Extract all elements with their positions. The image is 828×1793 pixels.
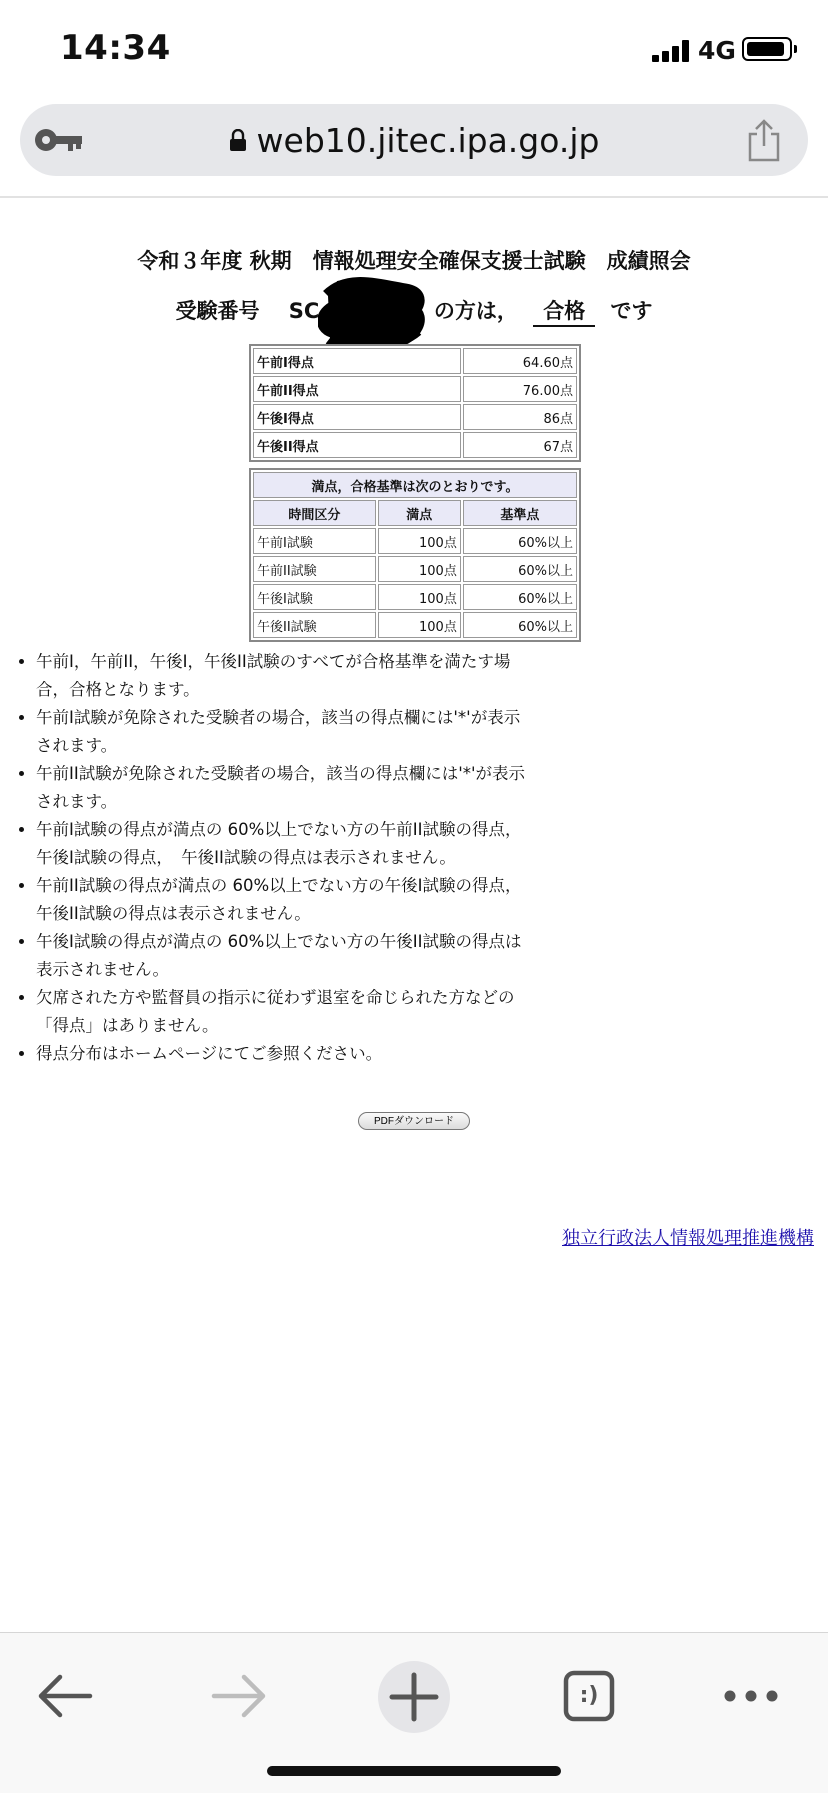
scores-table xyxy=(249,344,581,462)
score-value: 64.60点 xyxy=(463,348,577,374)
exam-number-label: 受験番号 xyxy=(175,299,260,323)
section-cell: 午後I試験 xyxy=(253,584,376,610)
back-arrow-icon[interactable] xyxy=(30,1661,100,1731)
table-row xyxy=(253,584,577,610)
column-header: 時間区分 xyxy=(253,500,376,526)
more-menu-icon[interactable] xyxy=(716,1661,786,1731)
header-divider xyxy=(0,196,828,198)
max-cell: 100点 xyxy=(378,612,461,638)
section-cell: 午前I試験 xyxy=(253,528,376,554)
pass-cell: 60%以上 xyxy=(463,584,577,610)
table-row xyxy=(253,432,577,458)
score-label: 午後II得点 xyxy=(253,432,461,458)
pass-cell: 60%以上 xyxy=(463,612,577,638)
tabs-glyph: :) xyxy=(579,1683,599,1708)
list-item: • 午前I試験の得点が満点の 60%以上でない方の午前II試験の得点，午後I試験の得点， 午後II試験の得点は表示されません。 xyxy=(36,816,526,872)
list-item: • 午後I試験の得点が満点の 60%以上でない方の午後II試験の得点は表示されません。 xyxy=(36,928,526,984)
section-cell: 午後II試験 xyxy=(253,612,376,638)
max-cell: 100点 xyxy=(378,528,461,554)
redaction-scribble xyxy=(318,276,428,352)
score-value: 86点 xyxy=(463,404,577,430)
forward-arrow-icon[interactable] xyxy=(204,1661,274,1731)
page-title: 令和３年度 秋期 情報処理安全確保支援士試験 成績照会 xyxy=(137,249,691,273)
table-row xyxy=(253,528,577,554)
pdf-download-button[interactable]: PDFダウンロード xyxy=(358,1112,470,1130)
share-icon[interactable] xyxy=(746,118,782,162)
score-label: 午前II得点 xyxy=(253,376,461,402)
new-tab-button[interactable] xyxy=(378,1661,450,1733)
signal-strength-icon xyxy=(652,40,690,62)
lock-icon xyxy=(229,129,247,151)
url-display[interactable] xyxy=(20,104,808,176)
table-header-row xyxy=(253,500,577,526)
network-type: 4G xyxy=(698,36,736,65)
table-caption-row xyxy=(253,472,577,498)
section-cell: 午前II試験 xyxy=(253,556,376,582)
battery-icon xyxy=(742,37,792,61)
result-end: です xyxy=(610,299,653,323)
list-item: • 午前II試験の得点が満点の 60%以上でない方の午後I試験の得点，午後II試験の得点は表示されません。 xyxy=(36,872,526,928)
criteria-caption: 満点，合格基準は次のとおりです。 xyxy=(253,472,577,498)
score-label: 午後I得点 xyxy=(253,404,461,430)
home-indicator xyxy=(267,1766,561,1776)
battery-cap xyxy=(794,45,797,53)
list-item: • 午前II試験が免除された受験者の場合，該当の得点欄には'*'が表示されます。 xyxy=(36,760,526,816)
list-item: • 午前I試験が免除された受験者の場合，該当の得点欄には'*'が表示されます。 xyxy=(36,704,526,760)
pass-status: 合格 xyxy=(533,295,595,327)
criteria-table xyxy=(249,468,581,642)
table-row xyxy=(253,376,577,402)
table-row xyxy=(253,556,577,582)
status-bar xyxy=(0,0,828,100)
column-header: 基準点 xyxy=(463,500,577,526)
list-item: • 得点分布はホームページにてご参照ください。 xyxy=(36,1040,526,1068)
url-text: web10.jitec.ipa.go.jp xyxy=(256,120,600,160)
tab-switcher-button[interactable] xyxy=(554,1661,624,1731)
notes-list xyxy=(14,648,526,1068)
status-time: 14:34 xyxy=(60,28,171,68)
result-suffix: の方は， xyxy=(433,299,518,323)
organization-link[interactable]: 独立行政法人情報処理推進機構 xyxy=(562,1228,814,1249)
score-value: 67点 xyxy=(463,432,577,458)
plus-icon xyxy=(378,1661,450,1733)
pass-cell: 60%以上 xyxy=(463,528,577,554)
list-item: • 午前I，午前II，午後I，午後II試験のすべてが合格基準を満たす場合，合格となります。 xyxy=(36,648,526,704)
list-item: • 欠席された方や監督員の指示に従わず退室を命じられた方などの「得点」はありません。 xyxy=(36,984,526,1040)
table-row xyxy=(253,404,577,430)
table-row xyxy=(253,348,577,374)
table-row xyxy=(253,612,577,638)
score-value: 76.00点 xyxy=(463,376,577,402)
max-cell: 100点 xyxy=(378,556,461,582)
pass-cell: 60%以上 xyxy=(463,556,577,582)
exam-number-id: SC xyxy=(288,299,320,323)
score-label: 午前I得点 xyxy=(253,348,461,374)
column-header: 満点 xyxy=(378,500,461,526)
address-bar[interactable] xyxy=(20,104,808,176)
max-cell: 100点 xyxy=(378,584,461,610)
